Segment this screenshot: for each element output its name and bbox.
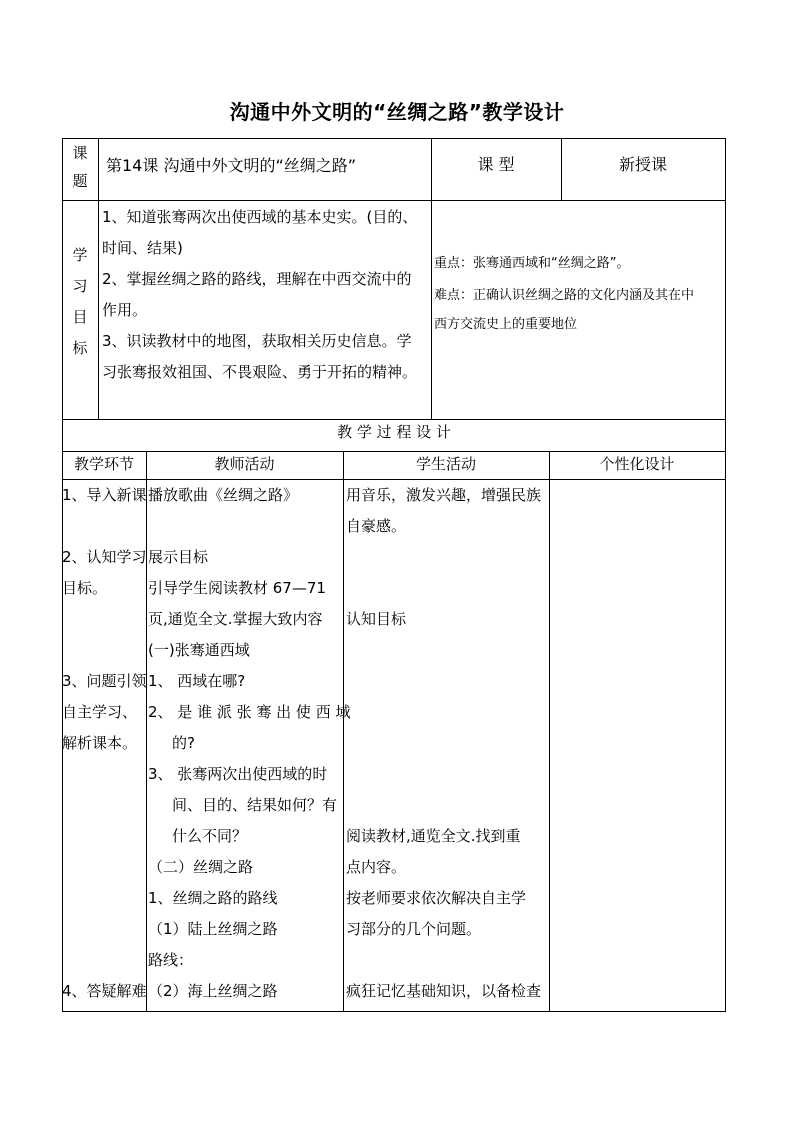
student-activity-line: 阅读教材,通览全文.找到重 (346, 827, 521, 845)
lesson-type-label: 课 型 (477, 155, 515, 174)
row-divider (62, 419, 726, 420)
goal-line: 2、掌握丝绸之路的路线，理解在中西交流中的 (102, 270, 412, 288)
lesson-plan-table (62, 138, 726, 1012)
lesson-type-value: 新授课 (618, 155, 667, 174)
teacher-activity-line: 3、 张骞两次出使西域的时 (148, 765, 328, 783)
teacher-activity-line: 展示目标 (148, 548, 209, 566)
col-divider (98, 138, 99, 419)
goal-line: 作用。 (102, 301, 148, 319)
teacher-activity-line: 的? (172, 734, 195, 752)
goals-label-char: 习 (72, 277, 88, 295)
process-heading: 教 学 过 程 设 计 (337, 423, 451, 441)
col-divider (431, 138, 432, 419)
learning-goals (102, 202, 430, 388)
row-divider (62, 479, 726, 480)
difficulty-line: 难点：正确认识丝绸之路的文化内涵及其在中 (434, 288, 695, 303)
goals-label-char: 目 (72, 308, 88, 326)
teacher-activity-line: 1、丝绸之路的路线 (148, 889, 278, 907)
col-divider (343, 451, 344, 1011)
teacher-activity-line: 路线： (148, 951, 194, 969)
difficulty-line: 西方交流史上的重要地位 (434, 317, 578, 332)
teacher-activity-line: 播放歌曲《丝绸之路》 (148, 486, 299, 504)
student-activity-line: 按老师要求依次解决自主学 (346, 889, 527, 907)
column-header: 个性化设计 (599, 455, 675, 473)
column-header: 教师活动 (214, 455, 275, 473)
student-activity-line: 习部分的几个问题。 (346, 920, 482, 938)
teacher-activity-line: 页,通览全文.掌握大致内容 (148, 610, 323, 628)
lesson-title: 第14课 沟通中外文明的“丝绸之路” (106, 156, 357, 175)
student-activity-line: 认知目标 (346, 610, 407, 628)
stage-line: 自主学习、 (62, 703, 138, 721)
stage-line: 2、认知学习 (62, 548, 147, 566)
student-activity-line: 用音乐，激发兴趣，增强民族 (346, 486, 542, 504)
col-divider (549, 451, 550, 1011)
student-activity-line: 疯狂记忆基础知识，以备检查 (346, 982, 542, 1000)
col-divider (146, 451, 147, 1011)
teacher-activity-line: （二）丝绸之路 (148, 858, 254, 876)
row-divider (62, 451, 726, 452)
goal-line: 时间、结果) (102, 239, 183, 257)
teacher-activity-line: 1、 西域在哪? (148, 672, 246, 690)
student-activity-line: 点内容。 (346, 858, 407, 876)
column-header: 学生活动 (415, 455, 476, 473)
stage-line: 1、导入新课 (62, 486, 147, 504)
column-header: 教学环节 (73, 455, 134, 473)
table-border-top (62, 138, 726, 139)
stage-line: 目标。 (62, 579, 108, 597)
teacher-activity-line: (一)张骞通西域 (148, 641, 250, 659)
teacher-activity-line: 2、 是 谁 派 张 骞 出 使 西 域 (148, 703, 351, 721)
goals-label (62, 244, 98, 368)
goal-line: 3、识读教材中的地图，获取相关历史信息。学 (102, 332, 412, 350)
stage-line: 4、答疑解难 (62, 982, 147, 1000)
table-border-right (725, 138, 726, 1012)
stage-line: 3、问题引领 (62, 672, 147, 690)
teacher-activity-line: （1）陆上丝绸之路 (148, 920, 278, 938)
goal-line: 1、知道张骞两次出使西域的基本史实。(目的、 (102, 208, 418, 226)
stage-line: 解析课本。 (62, 734, 138, 752)
goals-label-char: 学 (72, 246, 88, 264)
subject-label-char: 题 (72, 172, 88, 190)
teacher-activity-line: 引导学生阅读教材 67—71 (148, 579, 326, 597)
teacher-activity-line: 什么不同？ (172, 827, 248, 845)
teacher-activity-line: （2）海上丝绸之路 (148, 982, 278, 1000)
subject-label (62, 142, 98, 192)
table-border-bottom (62, 1011, 726, 1012)
key-point: 重点：张骞通西域和“丝绸之路”。 (434, 256, 630, 271)
goal-line: 习张骞报效祖国、不畏艰险、勇于开拓的精神。 (102, 363, 418, 381)
goals-label-char: 标 (72, 339, 88, 357)
document-title: 沟通中外文明的“丝绸之路”教学设计 (229, 100, 565, 124)
teacher-activity-line: 间、目的、结果如何？有 (172, 796, 338, 814)
subject-label-char: 课 (72, 144, 88, 162)
student-activity-line: 自豪感。 (346, 517, 407, 535)
row-divider (62, 200, 726, 201)
